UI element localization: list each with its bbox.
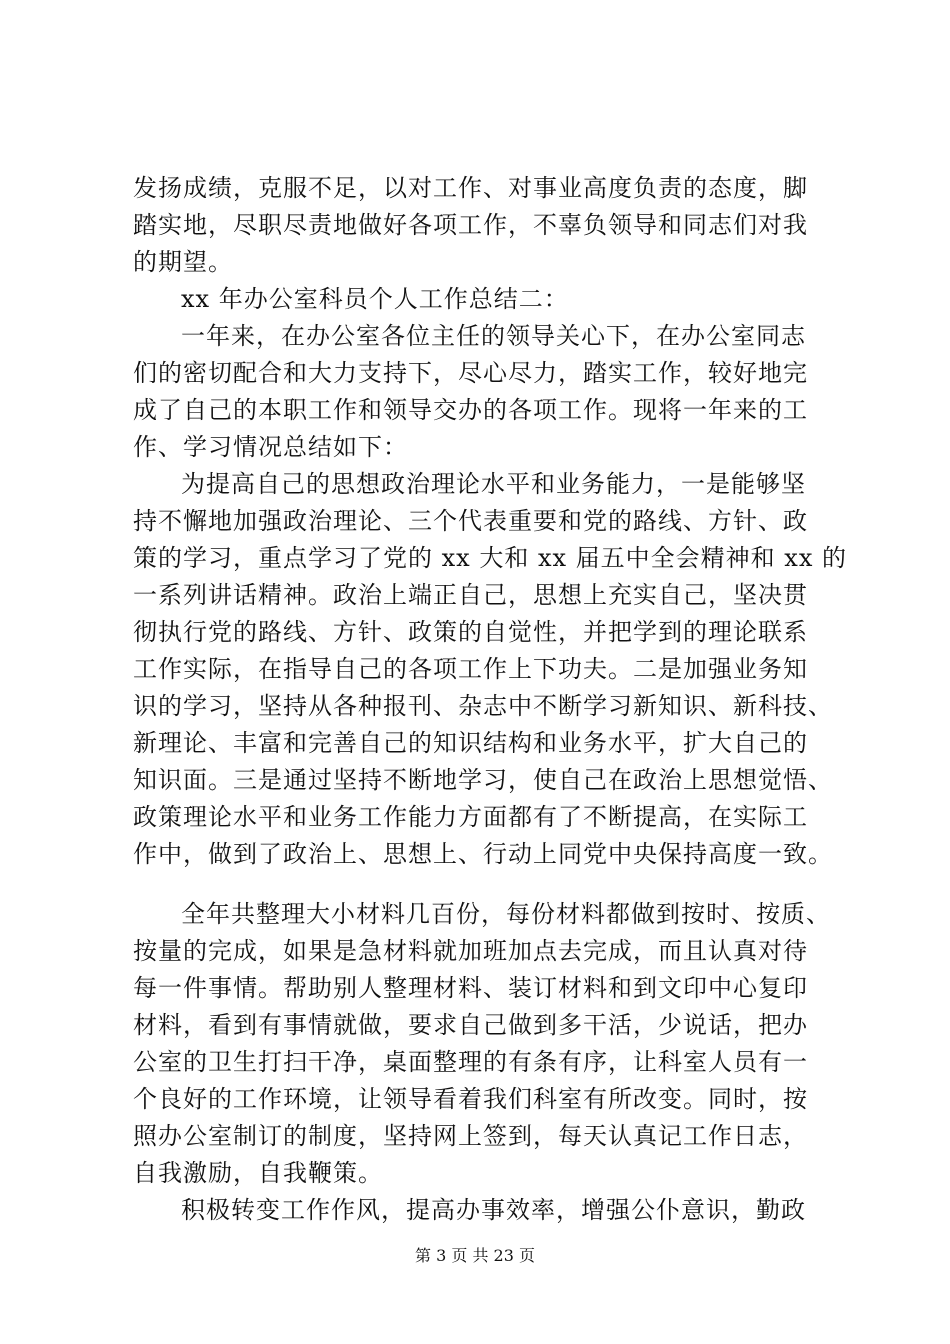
text-line: 踏实地，尽职尽责地做好各项工作，不辜负领导和同志们对我 xyxy=(133,211,808,239)
text-line: 材料，看到有事情就做，要求自己做到多干活，少说话，把办 xyxy=(133,1011,808,1039)
text-line: 自我激励，自我鞭策。 xyxy=(133,1159,383,1187)
text-line: 一年来，在办公室各位主任的领导关心下，在办公室同志 xyxy=(181,322,806,350)
text-line: 发扬成绩，克服不足，以对工作、对事业高度负责的态度，脚 xyxy=(133,174,808,202)
text-line: 按量的完成，如果是急材料就加班加点去完成，而且认真对待 xyxy=(133,937,808,965)
section-heading: xx 年办公室科员个人工作总结二： xyxy=(181,285,569,313)
text-line: 们的密切配合和大力支持下，尽心尽力，踏实工作，较好地完 xyxy=(133,359,808,387)
text-line: 每一件事情。帮助别人整理材料、装订材料和到文印中心复印 xyxy=(133,974,808,1002)
text-line: 积极转变工作作风，提高办事效率，增强公仆意识，勤政 xyxy=(181,1196,806,1224)
text-line: 政策理论水平和业务工作能力方面都有了不断提高，在实际工 xyxy=(133,803,808,831)
text-line: 作、学习情况总结如下： xyxy=(133,433,408,461)
text-line: 个良好的工作环境，让领导看着我们科室有所改变。同时，按 xyxy=(133,1085,808,1113)
text-line: 公室的卫生打扫干净，桌面整理的有条有序，让科室人员有一 xyxy=(133,1048,808,1076)
text-line: 识的学习，坚持从各种报刊、杂志中不断学习新知识、新科技、 xyxy=(133,692,833,720)
text-line: 彻执行党的路线、方针、政策的自觉性，并把学到的理论联系 xyxy=(133,618,808,646)
text-line: 的期望。 xyxy=(133,248,233,276)
text-line: 策的学习，重点学习了党的 xx 大和 xx 届五中全会精神和 xx 的 xyxy=(133,544,847,572)
page-number-footer: 第 3 页 共 23 页 xyxy=(415,1246,535,1265)
text-line: 工作实际，在指导自己的各项工作上下功夫。二是加强业务知 xyxy=(133,655,808,683)
text-line: 持不懈地加强政治理论、三个代表重要和党的路线、方针、政 xyxy=(133,507,808,535)
text-line: 全年共整理大小材料几百份，每份材料都做到按时、按质、 xyxy=(181,900,831,928)
text-line: 照办公室制订的制度，坚持网上签到，每天认真记工作日志， xyxy=(133,1122,808,1150)
text-line: 一系列讲话精神。政治上端正自己，思想上充实自己，坚决贯 xyxy=(133,581,808,609)
text-line: 新理论、丰富和完善自己的知识结构和业务水平，扩大自己的 xyxy=(133,729,808,757)
text-line: 为提高自己的思想政治理论水平和业务能力，一是能够坚 xyxy=(181,470,806,498)
text-line: 成了自己的本职工作和领导交办的各项工作。现将一年来的工 xyxy=(133,396,808,424)
text-line: 知识面。三是通过坚持不断地学习，使自己在政治上思想觉悟、 xyxy=(133,766,833,794)
text-line: 作中，做到了政治上、思想上、行动上同党中央保持高度一致。 xyxy=(133,840,833,868)
